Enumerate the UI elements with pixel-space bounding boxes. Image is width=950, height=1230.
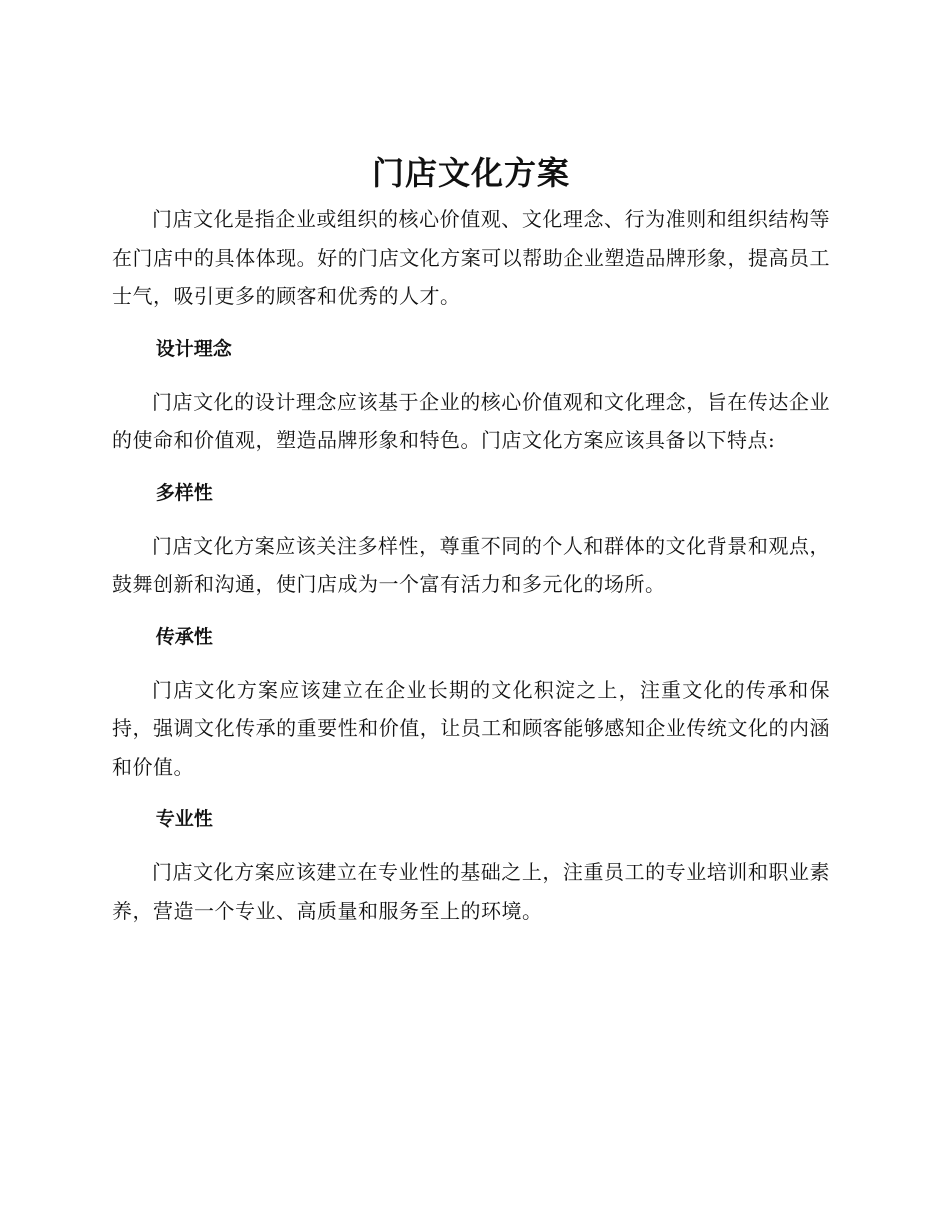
section-heading-professionalism: 专业性: [155, 808, 213, 830]
intro-paragraph: 门店文化是指企业或组织的核心价值观、文化理念、行为准则和组织结构等在门店中的具体体现。好的门店文化方案可以帮助企业塑造品牌形象，提高员工士气，吸引更多的顾客和优秀的人才。: [112, 207, 830, 308]
section-heading-diversity: 多样性: [155, 481, 213, 504]
section-body-diversity: 门店文化方案应该关注多样性，尊重不同的个人和群体的文化背景和观点，鼓舞创新和沟通，使门店成为一个富有活力和多元化的场所。: [112, 533, 830, 596]
section-body-professionalism: 门店文化方案应该建立在专业性的基础之上，注重员工的专业培训和职业素养，营造一个专业、高质量和服务至上的环境。: [112, 860, 830, 923]
section-body-inheritance: 门店文化方案应该建立在企业长期的文化积淀之上，注重文化的传承和保持，强调文化传承的重要性和价值，让员工和顾客能够感知企业传统文化的内涵和价值。: [112, 677, 830, 779]
section-body-design-concept: 门店文化的设计理念应该基于企业的核心价值观和文化理念，旨在传达企业的使命和价值观，塑造品牌形象和特色。门店文化方案应该具备以下特点:: [112, 389, 830, 452]
section-heading-inheritance: 传承性: [155, 625, 213, 648]
document-page: [112, 152, 830, 944]
document-title: 门店文化方案: [371, 154, 570, 192]
section-heading-design-concept: 设计理念: [155, 337, 232, 360]
